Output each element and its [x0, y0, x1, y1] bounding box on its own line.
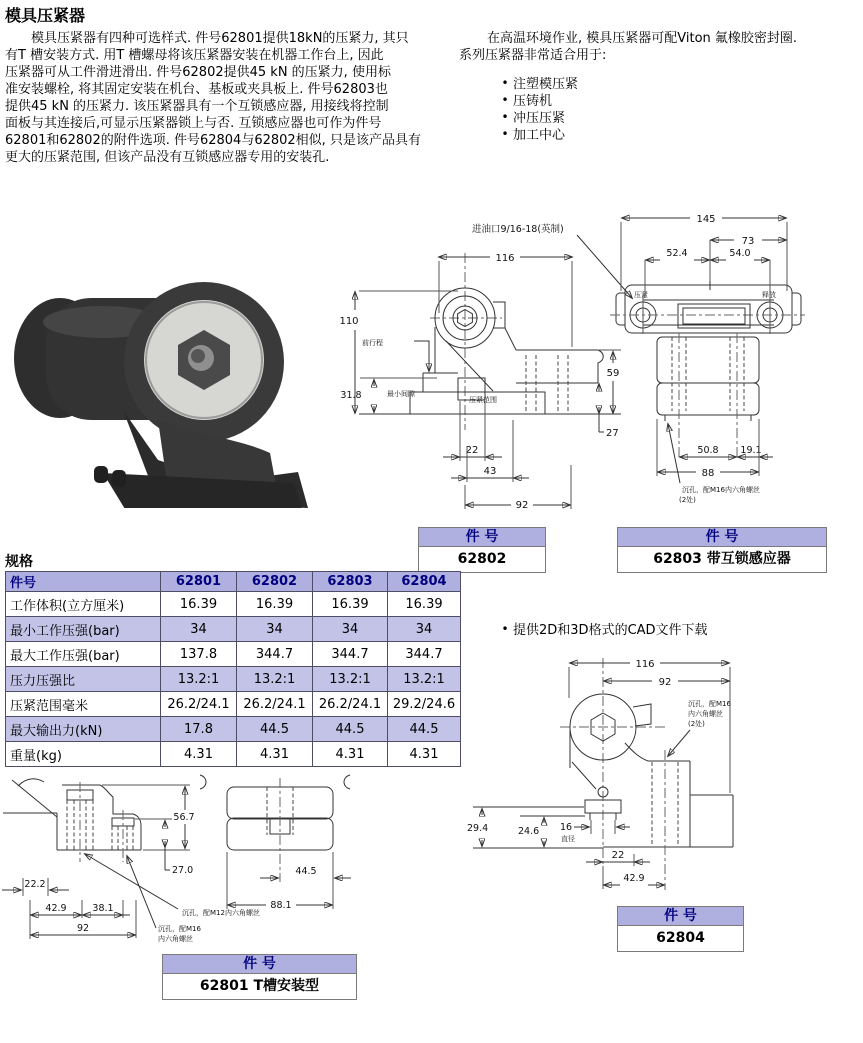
- spec-row-label: 工作体积(立方厘米): [6, 592, 161, 617]
- technical-drawing-62804: [460, 650, 835, 905]
- bullet-icon: •: [501, 621, 509, 636]
- counterbore-note-qty: (2处): [688, 720, 705, 728]
- clamp-direction-label: 压紧: [634, 291, 648, 299]
- spec-cell: 13.2:1: [161, 667, 237, 692]
- spec-row-label: 压紧范围毫米: [6, 692, 161, 717]
- spec-cell: 344.7: [313, 642, 388, 667]
- spec-col-header: 62802: [237, 572, 313, 592]
- dim-88: 88: [701, 468, 715, 479]
- technical-drawing-front-and-top-views: [330, 195, 863, 540]
- spec-cell: 4.31: [388, 742, 461, 767]
- spec-cell: 44.5: [388, 717, 461, 742]
- pre-stroke-label: 前行程: [362, 339, 383, 347]
- dim-59: 59: [606, 368, 620, 379]
- dim-42-9: 42.9: [623, 873, 645, 884]
- top-view: [610, 214, 805, 504]
- bullet-item: [497, 74, 578, 91]
- spec-row: [6, 692, 461, 717]
- spec-row: [6, 742, 461, 767]
- spec-header-row: [6, 572, 461, 592]
- cad-download-note: [497, 620, 708, 637]
- spec-row: [6, 642, 461, 667]
- bullet-label: 注塑模压紧: [513, 77, 579, 92]
- spec-cell: 16.39: [388, 592, 461, 617]
- spec-cell: 29.2/24.6: [388, 692, 461, 717]
- dim-22: 22: [465, 445, 479, 456]
- spec-cell: 26.2/24.1: [237, 692, 313, 717]
- dim-56-7: 56.7: [173, 812, 195, 823]
- intro-line: 模具压紧器有四种可选样式. 件号62801提供18kN的压紧力, 其只: [31, 31, 409, 46]
- dim-22: 22: [611, 850, 625, 861]
- part-number-box-62804: [617, 906, 744, 952]
- tslot-section-view: [2, 779, 260, 943]
- dim-116: 116: [495, 253, 515, 264]
- min-gap-label: 最小间隙: [387, 390, 415, 398]
- spec-cell: 16.39: [313, 592, 388, 617]
- spec-row-label: 重量(kg): [6, 742, 161, 767]
- release-direction-label: 释放: [762, 291, 776, 299]
- part-number-value: 62803 带互锁感应器: [653, 551, 791, 567]
- spec-cell: 344.7: [388, 642, 461, 667]
- spec-col-header: 件号: [6, 572, 161, 592]
- dim-73: 73: [741, 236, 755, 247]
- spec-row: [6, 592, 461, 617]
- dim-92: 92: [515, 500, 529, 511]
- intro-line: 面板与其连接后,可显示压紧器锁上与否. 互锁感应器也可作为件号: [5, 116, 382, 131]
- spec-cell: 34: [161, 617, 237, 642]
- dim-42-9: 42.9: [45, 903, 67, 914]
- spec-cell: 4.31: [237, 742, 313, 767]
- application-bullet-list: [497, 74, 578, 142]
- bullet-icon: •: [501, 92, 509, 107]
- intro-paragraph-right-line1: 在高温环境作业, 模具压紧器可配Viton 氟橡胶密封圈.: [487, 31, 798, 46]
- spec-cell: 137.8: [161, 642, 237, 667]
- clamp-range-label: 压紧范围: [469, 396, 497, 404]
- part-number-box-62801: [162, 954, 357, 1000]
- spec-cell: 26.2/24.1: [313, 692, 388, 717]
- spec-cell: 13.2:1: [237, 667, 313, 692]
- spec-col-header: 62804: [388, 572, 461, 592]
- spec-row: [6, 667, 461, 692]
- technical-drawing-tslot: [0, 770, 460, 955]
- spec-cell: 4.31: [313, 742, 388, 767]
- intro-paragraph-right-line2: 系列压紧器非常适合用于:: [459, 48, 607, 63]
- bullet-icon: •: [501, 109, 509, 124]
- dim-24-6: 24.6: [518, 826, 540, 837]
- part-number-header: 件 号: [618, 907, 743, 926]
- intro-line: 有T 槽安装方式. 用T 槽螺母将该压紧器安装在机器工作台上, 因此: [5, 48, 384, 63]
- dim-52-4: 52.4: [666, 248, 688, 259]
- counterbore-note-m16-2: 内六角螺丝: [158, 935, 193, 943]
- dim-22-2: 22.2: [24, 879, 46, 890]
- dim-92: 92: [76, 923, 90, 934]
- spec-cell: 34: [388, 617, 461, 642]
- spec-cell: 34: [237, 617, 313, 642]
- intro-line: 提供45 kN 的压紧力. 该压紧器具有一个互锁感应器, 用接线将控制: [5, 99, 389, 114]
- spec-cell: 44.5: [313, 717, 388, 742]
- bullet-label: 压铸机: [513, 94, 553, 109]
- part-number-box-62802: [418, 527, 546, 573]
- dim-43: 43: [483, 466, 497, 477]
- part-number-value: 62802: [457, 551, 507, 567]
- bullet-item: [497, 125, 578, 142]
- tslot-partial-view: [200, 775, 351, 911]
- dim-145: 145: [696, 214, 716, 225]
- counterbore-note: 沉孔，配M16内六角螺丝: [682, 486, 760, 494]
- bullet-label: 冲压压紧: [513, 111, 566, 126]
- cad-download-label: 提供2D和3D格式的CAD文件下载: [513, 623, 708, 638]
- spec-row-label: 最小工作压强(bar): [6, 617, 161, 642]
- dim-54-0: 54.0: [729, 248, 751, 259]
- spec-table-wrap: [5, 571, 461, 767]
- dim-38-1: 38.1: [92, 903, 114, 914]
- counterbore-note-m12: 沉孔，配M12内六角螺丝: [182, 909, 260, 917]
- part-number-header: 件 号: [618, 528, 826, 547]
- intro-line: 62801和62802的附件选项. 件号62804与62802相似, 只是该产品具有: [5, 133, 421, 148]
- bullet-item: [497, 91, 578, 108]
- bullet-icon: •: [501, 126, 509, 141]
- dim-92: 92: [658, 677, 672, 688]
- spec-cell: 44.5: [237, 717, 313, 742]
- part-number-header: 件 号: [163, 955, 356, 974]
- counterbore-note-qty: (2处): [679, 496, 696, 504]
- bullet-item: [497, 108, 578, 125]
- spec-col-header: 62801: [161, 572, 237, 592]
- spec-cell: 4.31: [161, 742, 237, 767]
- intro-line: 压紧器可从工件滑进滑出. 件号62802提供45 kN 的压紧力, 使用标: [5, 65, 391, 80]
- spec-table: [5, 571, 461, 767]
- bullet-icon: •: [501, 75, 509, 90]
- spec-cell: 13.2:1: [388, 667, 461, 692]
- part-number-value: 62801 T槽安装型: [199, 978, 320, 994]
- part-number-header: 件 号: [419, 528, 545, 547]
- spec-cell: 16.39: [161, 592, 237, 617]
- dim-31-8: 31.8: [340, 390, 362, 401]
- spec-row-label: 压力压强比: [6, 667, 161, 692]
- spec-cell: 13.2:1: [313, 667, 388, 692]
- intro-line: 准安装螺栓, 将其固定安装在机台、基板或夹具板上. 件号62803也: [5, 82, 388, 97]
- dim-16: 16: [560, 822, 573, 833]
- dim-44-5: 44.5: [295, 866, 317, 877]
- oil-port-label: 进油口9/16-18(英制): [472, 224, 564, 235]
- front-view: [339, 223, 632, 511]
- spec-row: [6, 617, 461, 642]
- spec-row-label: 最大输出力(kN): [6, 717, 161, 742]
- spec-cell: 16.39: [237, 592, 313, 617]
- dim-27: 27: [606, 428, 619, 439]
- spec-cell: 34: [313, 617, 388, 642]
- spec-cell: 17.8: [161, 717, 237, 742]
- part-number-box-62803: [617, 527, 827, 573]
- product-photo: [8, 270, 310, 508]
- diameter-label: 直径: [561, 835, 575, 843]
- spec-heading: 规格: [5, 554, 33, 570]
- counterbore-note-m16: 沉孔，配M16: [158, 925, 201, 933]
- dim-19-1: 19.1: [740, 445, 762, 456]
- dim-29-4: 29.4: [467, 823, 489, 834]
- spec-row-label: 最大工作压强(bar): [6, 642, 161, 667]
- counterbore-note2: 内六角螺丝: [688, 710, 723, 718]
- counterbore-note: 沉孔，配M16: [688, 700, 731, 708]
- part-number-value: 62804: [656, 930, 705, 946]
- dim-88-1: 88.1: [270, 900, 292, 911]
- bullet-label: 加工中心: [513, 128, 566, 143]
- spec-cell: 344.7: [237, 642, 313, 667]
- dim-27-0: 27.0: [172, 865, 194, 876]
- dim-116: 116: [635, 659, 655, 670]
- intro-paragraph-left: [5, 30, 475, 166]
- page-title: 模具压紧器: [5, 6, 86, 25]
- spec-row: [6, 717, 461, 742]
- spec-cell: 26.2/24.1: [161, 692, 237, 717]
- dim-110: 110: [339, 316, 359, 327]
- intro-line: 更大的压紧范围, 但该产品没有互锁感应器专用的安装孔.: [5, 150, 330, 165]
- spec-col-header: 62803: [313, 572, 388, 592]
- dim-50-8: 50.8: [697, 445, 719, 456]
